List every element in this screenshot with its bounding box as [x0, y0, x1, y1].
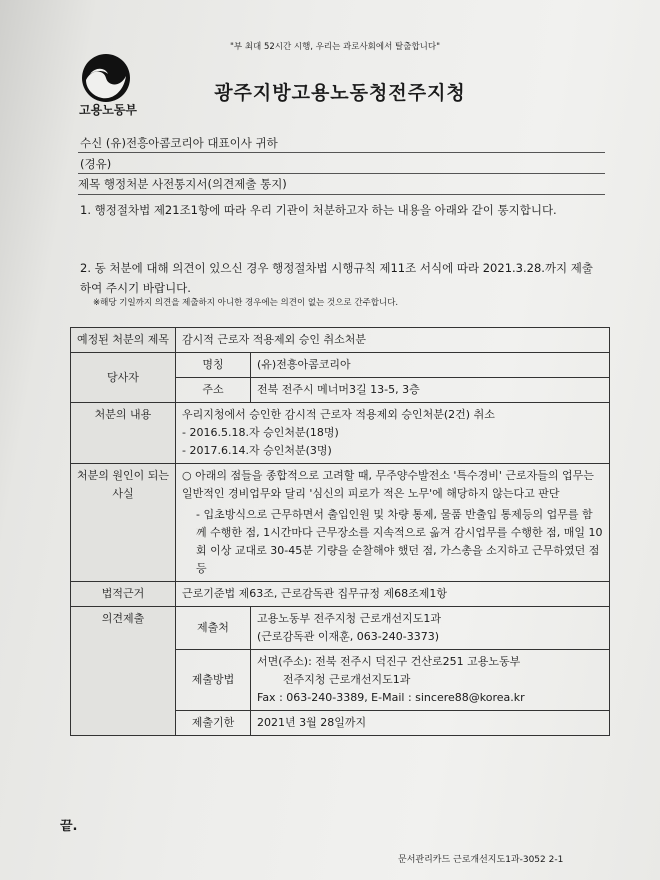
dest-line: 고용노동부 전주지청 근로개선지도1과: [257, 612, 442, 625]
logo-text: 고용노동부: [79, 103, 137, 117]
law-label: 법적근거: [71, 582, 176, 607]
method-value: [251, 650, 610, 711]
cause-line: ○ 아래의 점들을 종합적으로 고려할 때, 무주양수발전소 '특수경비' 근로자들의 업무는 일반적인 경비업무와 달리 '심신의 피로가 적은 노무'에 해당하지 않는다고 판단: [182, 469, 594, 500]
cause-value: [176, 464, 610, 582]
addr-label: 주소: [176, 378, 251, 403]
addr-value: 전북 전주시 메너머3길 13-5, 3층: [251, 378, 610, 403]
end-mark: 끝.: [60, 819, 78, 834]
dest-value: [251, 607, 610, 650]
opinion-label: 의견제출: [71, 607, 176, 736]
content-line: 우리지청에서 승인한 감시적 근로자 적용제외 승인처분(2건) 취소: [182, 408, 495, 421]
content-line: - 2017.6.14.자 승인처분(3명): [182, 444, 332, 457]
org-name: 광주지방고용노동청전주지청: [214, 82, 466, 104]
dest-line: (근로감독관 이재훈, 063-240-3373): [257, 630, 440, 643]
divider: [78, 152, 605, 153]
method-line: 서면(주소): 전북 전주시 덕진구 건산로251 고용노동부: [257, 655, 521, 668]
content-line: - 2016.5.18.자 승인처분(18명): [182, 426, 339, 439]
title-value: 감시적 근로자 적용제외 승인 취소처분: [176, 328, 610, 353]
method-label: 제출방법: [176, 650, 251, 711]
party-label: 당사자: [71, 353, 176, 403]
method-line: 전주지청 근로개선지도1과: [283, 673, 411, 686]
law-value: 근로기준법 제63조, 근로감독관 집무규정 제68조제1항: [176, 582, 610, 607]
recipient: 수신 (유)전흥아콤코리아 대표이사 귀하: [80, 136, 278, 150]
paragraph-2: 2. 동 처분에 대해 의견이 있으신 경우 행정절차법 시행규칙 제11조 서식에 따라 2021.3.28.까지 제출하여 주시기 바랍니다.: [80, 261, 594, 295]
cause-line: - 입초방식으로 근무하면서 출입인원 및 차량 통제, 물품 반출입 통제등의 업무를 함께 수행한 점, 1시간마다 근무장소를 지속적으로 옮겨 감시업무를 수행한 점, 매일 10회 이상 교대로 30-45분 기량을 순찰해야 했던 점, 가스총을 소지하고 근무하였던 점 등: [196, 508, 603, 575]
content-label: 처분의 내용: [71, 403, 176, 464]
content-value: [176, 403, 610, 464]
dest-label: 제출처: [176, 607, 251, 650]
cause-label: 처분의 원인이 되는 사실: [71, 464, 176, 582]
deadline-value: 2021년 3월 28일까지: [251, 711, 610, 736]
method-line: Fax : 063-240-3389, E-Mail : sincere88@korea.kr: [257, 691, 525, 704]
name-label: 명칭: [176, 353, 251, 378]
name-value: (유)전흥아콤코리아: [251, 353, 610, 378]
ministry-logo-icon: [80, 52, 132, 104]
via: (경유): [80, 157, 112, 171]
divider: [78, 173, 605, 174]
subject: 제목 행정처분 사전통지서(의견제출 통지): [78, 176, 605, 195]
slogan: "부 최대 52시간 시행, 우리는 과로사회에서 탈출합니다": [230, 42, 440, 52]
document-footer: 문서관리카드 근로개선지도1과-3052 2-1: [398, 855, 564, 865]
paragraph-1: 1. 행정절차법 제21조1항에 따라 우리 기관이 처분하고자 하는 내용을 아래와 같이 통지합니다.: [80, 203, 557, 217]
note: ※해당 기일까지 의견을 제출하지 아니한 경우에는 의견이 없는 것으로 간주합니다.: [93, 298, 399, 308]
deadline-label: 제출기한: [176, 711, 251, 736]
title-label: 예정된 처분의 제목: [71, 328, 176, 353]
notice-table: [70, 327, 610, 736]
